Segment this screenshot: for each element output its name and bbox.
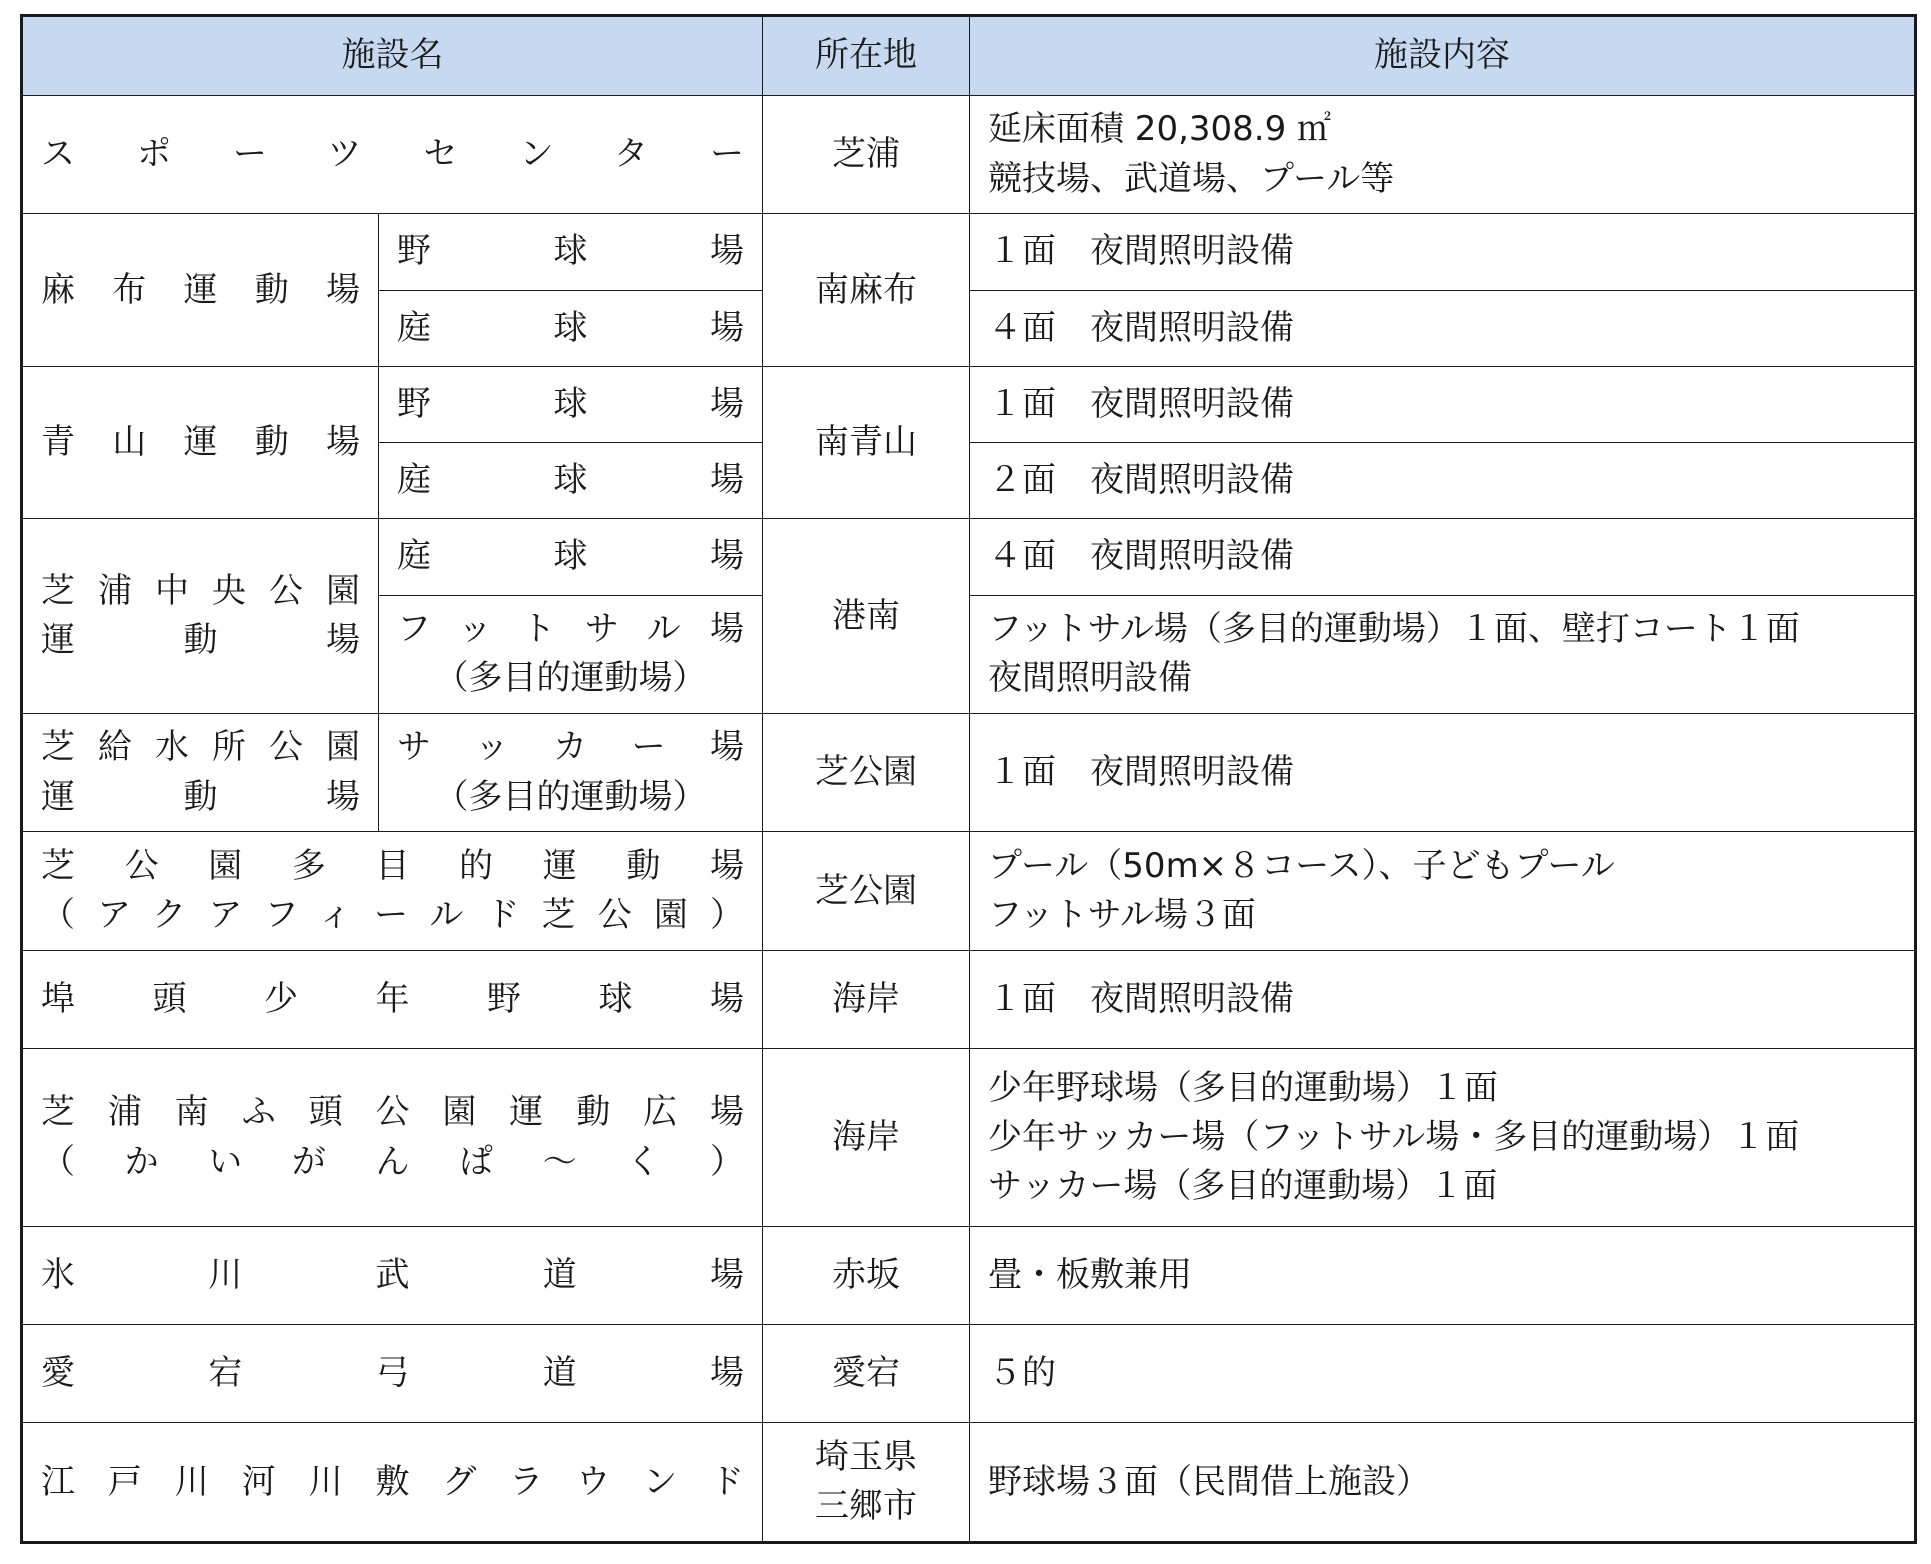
content-line: プール（50m×８コース）、子どもプール (988, 845, 1615, 886)
facility-location: 海岸 (763, 950, 970, 1048)
facility-content (970, 1049, 1916, 1227)
facility-name (22, 832, 763, 950)
facility-content (970, 595, 1916, 713)
location-line: 埼玉県 (815, 1436, 917, 1477)
facility-location: 芝公園 (763, 714, 970, 832)
facility-content: ５的 (970, 1325, 1916, 1423)
facility-location: 芝浦 (763, 96, 970, 214)
subtype-line: （多目的運動場） (434, 658, 707, 699)
facility-content: ４面 夜間照明設備 (970, 290, 1916, 366)
facility-location: 南青山 (763, 366, 970, 519)
content-line: 少年野球場（多目的運動場）１面 (988, 1067, 1498, 1108)
facility-subtype: 野球場 (379, 366, 763, 442)
facility-content: １面 夜間照明設備 (970, 214, 1916, 290)
facility-subtype: 庭球場 (379, 519, 763, 595)
facility-name: 氷川武道場 (22, 1226, 763, 1324)
name-line: 芝給水所公園 (41, 727, 360, 768)
facility-content (970, 832, 1916, 950)
facility-table (20, 14, 1917, 1544)
facility-content: １面 夜間照明設備 (970, 366, 1916, 442)
facility-content: ２面 夜間照明設備 (970, 443, 1916, 519)
facility-location (763, 1423, 970, 1543)
location-line: 三郷市 (815, 1486, 917, 1527)
facility-subtype (379, 595, 763, 713)
name-line: （かいがんぱ〜く） (41, 1141, 744, 1182)
facility-name: 麻布運動場 (22, 214, 379, 367)
facility-content: ４面 夜間照明設備 (970, 519, 1916, 595)
content-line: 夜間照明設備 (988, 658, 1192, 699)
facility-location: 南麻布 (763, 214, 970, 367)
table-row (22, 519, 1916, 595)
facility-name: 愛宕弓道場 (22, 1325, 763, 1423)
facility-subtype: 野球場 (379, 214, 763, 290)
table-row (22, 1049, 1916, 1227)
facility-location: 赤坂 (763, 1226, 970, 1324)
header-location: 所在地 (763, 16, 970, 96)
facility-content (970, 96, 1916, 214)
table-row (22, 214, 1916, 290)
facility-name: 青山運動場 (22, 366, 379, 519)
name-line: 芝公園多目的運動場 (41, 845, 744, 886)
table-row (22, 366, 1916, 442)
header-content: 施設内容 (970, 16, 1916, 96)
subtype-line: （多目的運動場） (434, 776, 707, 817)
name-line: （アクアフィールド芝公園） (41, 895, 744, 936)
facility-name (22, 714, 379, 832)
facility-content: １面 夜間照明設備 (970, 950, 1916, 1048)
name-line: 運動場 (41, 776, 360, 817)
facility-location: 港南 (763, 519, 970, 714)
subtype-line: フットサル場 (397, 609, 744, 650)
table-row (22, 1325, 1916, 1423)
content-line: サッカー場（多目的運動場）１面 (988, 1166, 1498, 1207)
facility-location: 芝公園 (763, 832, 970, 950)
facility-location: 海岸 (763, 1049, 970, 1227)
facility-name: スポーツセンター (22, 96, 763, 214)
table-row (22, 96, 1916, 214)
facility-content: 野球場３面（民間借上施設） (970, 1423, 1916, 1543)
subtype-line: サッカー場 (397, 727, 744, 768)
table-row (22, 714, 1916, 832)
table-row (22, 832, 1916, 950)
facility-name (22, 1049, 763, 1227)
header-facility-name: 施設名 (22, 16, 763, 96)
content-line: 少年サッカー場（フットサル場・多目的運動場）１面 (988, 1116, 1800, 1157)
content-line: フットサル場（多目的運動場）１面、壁打コート１面 (988, 609, 1800, 650)
name-line: 芝浦中央公園 (41, 570, 360, 611)
facility-subtype (379, 714, 763, 832)
facility-content: 畳・板敷兼用 (970, 1226, 1916, 1324)
header-row (22, 16, 1916, 96)
facility-name (22, 519, 379, 714)
name-line: 運動場 (41, 620, 360, 661)
facility-name: 江戸川河川敷グラウンド (22, 1423, 763, 1543)
facility-location: 愛宕 (763, 1325, 970, 1423)
content-line: 延床面積 20,308.9 ㎡ (988, 109, 1332, 150)
table-row (22, 1226, 1916, 1324)
name-line: 芝浦南ふ頭公園運動広場 (41, 1092, 744, 1133)
content-line: フットサル場３面 (988, 895, 1256, 936)
facility-subtype: 庭球場 (379, 443, 763, 519)
content-line: 競技場、武道場、プール等 (988, 158, 1395, 199)
facility-subtype: 庭球場 (379, 290, 763, 366)
facility-name: 埠頭少年野球場 (22, 950, 763, 1048)
facility-content: １面 夜間照明設備 (970, 714, 1916, 832)
table-row (22, 1423, 1916, 1543)
table-row (22, 950, 1916, 1048)
